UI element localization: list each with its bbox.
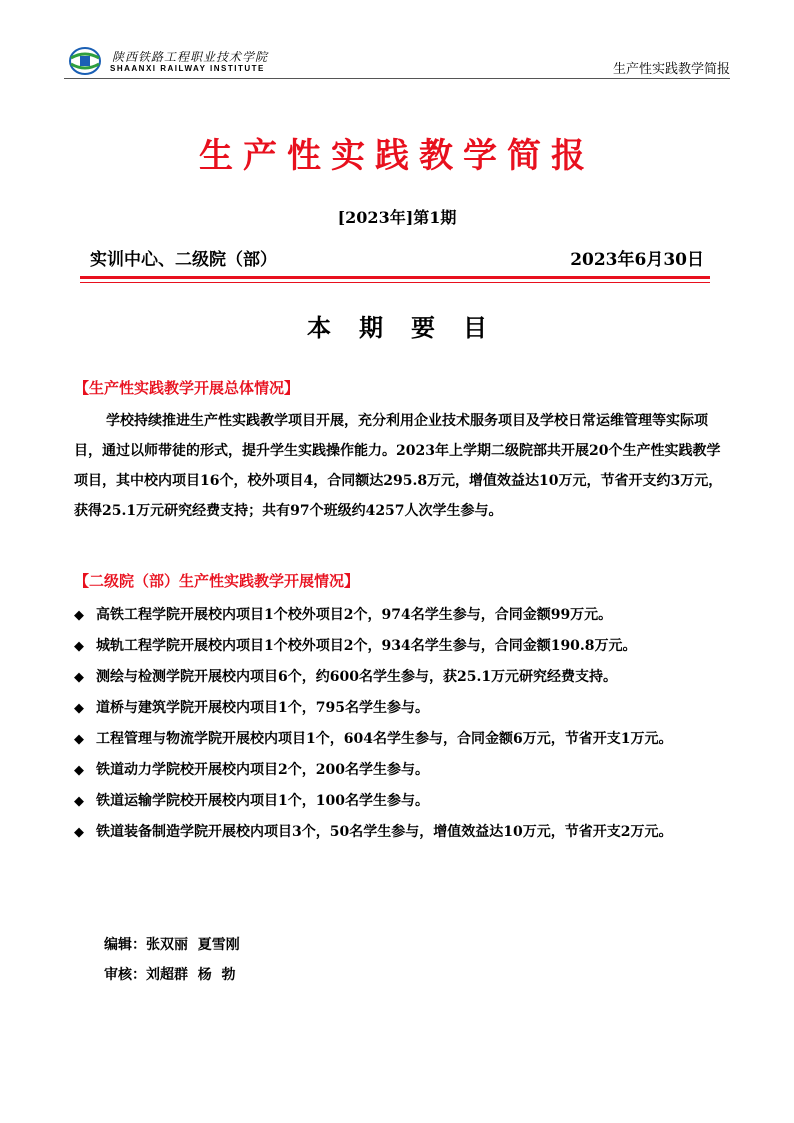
reviewer-line: 审核：刘超群 杨 勃	[104, 967, 236, 983]
diamond-bullet-icon: ◆	[74, 639, 84, 654]
list-item-text: 测绘与检测学院开展校内项目6个，约600名学生参与，获25.1万元研究经费支持。	[96, 669, 618, 685]
diamond-bullet-icon: ◆	[74, 825, 84, 840]
list-item-text: 铁道动力学院校开展校内项目2个，200名学生参与。	[96, 762, 429, 778]
editor-line: 编辑：张双丽 夏雪刚	[104, 937, 240, 953]
publish-date: 2023年6月30日	[570, 250, 704, 270]
publisher-name: 实训中心、二级院（部）	[90, 250, 277, 270]
list-item	[74, 662, 724, 693]
diamond-bullet-icon: ◆	[74, 670, 84, 685]
credits-block	[104, 930, 240, 990]
header-publication-name: 生产性实践教学简报	[612, 62, 730, 77]
issue-number: [2023年]第1期	[337, 208, 457, 227]
overall-paragraph: 学校持续推进生产性实践教学项目开展，充分利用企业技术服务项目及学校日常运维管理等实际项目，通过以师带徒的形式，提升学生实践操作能力。2023年上学期二级院部共开展20个生产性实践教学项目，其中校内项目16个，校外项目4，合同额达295.8万元，增值效益达10万元，节省开支约3万元，获得25.1万元研究经费支持；共有97个班级约4257人次学生参与。	[74, 413, 723, 519]
list-item-text: 城轨工程学院开展校内项目1个校外项目2个，934名学生参与，合同金额190.8万元。	[96, 638, 637, 654]
list-item	[74, 817, 724, 848]
diamond-bullet-icon: ◆	[74, 732, 84, 747]
section-heading-colleges: 【二级院（部）生产性实践教学开展情况】	[74, 572, 360, 590]
diamond-bullet-icon: ◆	[74, 794, 84, 809]
section-heading-overall: 【生产性实践教学开展总体情况】	[74, 379, 300, 397]
list-item	[74, 755, 724, 786]
red-divider-thin	[80, 282, 710, 283]
list-item-text: 铁道装备制造学院开展校内项目3个，50名学生参与，增值效益达10万元，节省开支2万元。	[96, 824, 673, 840]
list-item	[74, 631, 724, 662]
header-divider	[64, 78, 730, 79]
diamond-bullet-icon: ◆	[74, 608, 84, 623]
list-item-text: 道桥与建筑学院开展校内项目1个，795名学生参与。	[96, 700, 429, 716]
page-header	[64, 40, 730, 78]
contents-title: 本期要目	[307, 313, 515, 342]
bulletin-title: 生产性实践教学简报	[199, 136, 595, 176]
diamond-bullet-icon: ◆	[74, 763, 84, 778]
list-item-text: 铁道运输学院校开展校内项目1个，100名学生参与。	[96, 793, 429, 809]
list-item	[74, 786, 724, 817]
college-list	[74, 600, 724, 848]
list-item-text: 工程管理与物流学院开展校内项目1个，604名学生参与，合同金额6万元，节省开支1万元。	[96, 731, 673, 747]
list-item	[74, 600, 724, 631]
list-item	[74, 724, 724, 755]
list-item-text: 高铁工程学院开展校内项目1个校外项目2个，974名学生参与，合同金额99万元。	[96, 607, 613, 623]
institute-name-cn: 陕西铁路工程职业技术学院	[112, 50, 269, 64]
institute-name-en: SHAANXI RAILWAY INSTITUTE	[110, 64, 265, 73]
list-item	[74, 693, 724, 724]
publisher-line	[90, 245, 704, 270]
diamond-bullet-icon: ◆	[74, 701, 84, 716]
institute-logo-icon	[68, 46, 102, 76]
red-divider-thick	[80, 276, 710, 279]
